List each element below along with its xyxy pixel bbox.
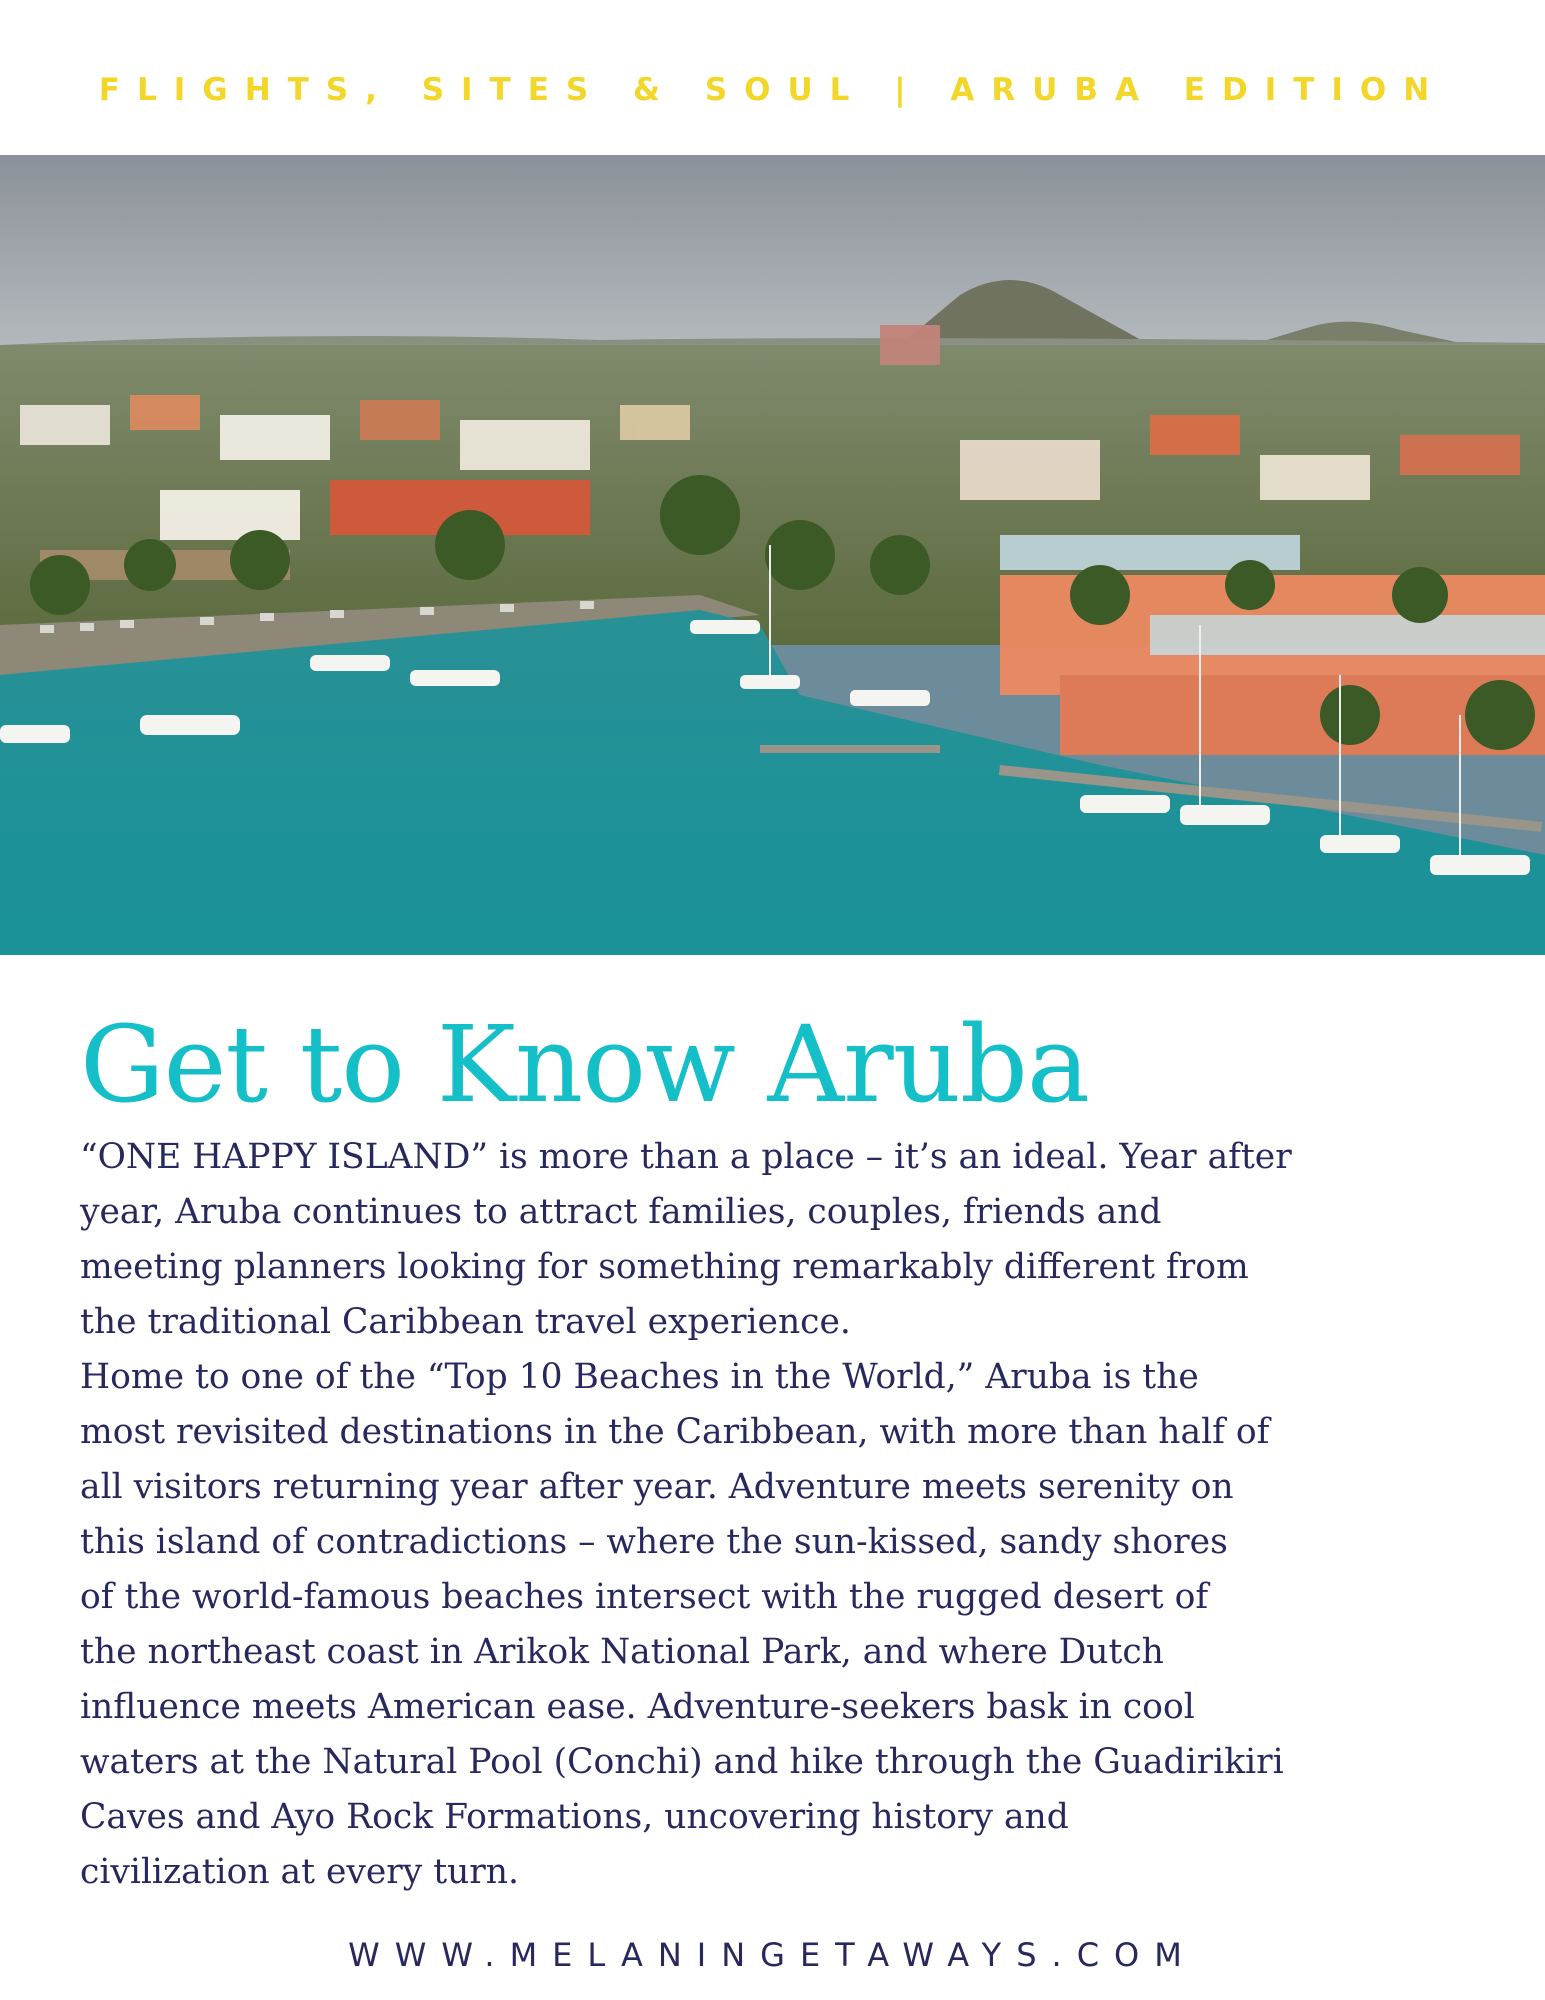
body-line: civilization at every turn. xyxy=(80,1852,519,1892)
website-url: WWW.MELANINGETAWAYS.COM xyxy=(348,1936,1197,1974)
body-line: the northeast coast in Arikok National Park, and where Dutch xyxy=(80,1632,1164,1672)
body-line: most revisited destinations in the Caribbean, with more than half of xyxy=(80,1412,1270,1452)
body-line: meeting planners looking for something remarkably different from xyxy=(80,1247,1249,1287)
body-line: all visitors returning year after year. Adventure meets serenity on xyxy=(80,1467,1234,1507)
hero-photo xyxy=(0,155,1545,955)
body-line: of the world-famous beaches intersect with the rugged desert of xyxy=(80,1577,1209,1617)
body-line: the traditional Caribbean travel experience. xyxy=(80,1302,851,1342)
edition-header: FLIGHTS, SITES & SOUL | ARUBA EDITION xyxy=(98,72,1447,108)
body-line: Home to one of the “Top 10 Beaches in the World,” Aruba is the xyxy=(80,1357,1199,1397)
body-line: year, Aruba continues to attract families, couples, friends and xyxy=(80,1192,1162,1232)
intro-paragraph xyxy=(80,1130,1380,1900)
body-line: this island of contradictions – where the sun-kissed, sandy shores xyxy=(80,1522,1228,1562)
body-line: “ONE HAPPY ISLAND” is more than a place – it’s an ideal. Year after xyxy=(80,1137,1292,1177)
body-line: Caves and Ayo Rock Formations, uncovering history and xyxy=(80,1797,1069,1837)
page-title: Get to Know Aruba xyxy=(80,1003,1090,1126)
body-line: waters at the Natural Pool (Conchi) and hike through the Guadirikiri xyxy=(80,1742,1284,1782)
body-line: influence meets American ease. Adventure-seekers bask in cool xyxy=(80,1687,1195,1727)
harbor-photo-illustration xyxy=(0,155,1545,955)
